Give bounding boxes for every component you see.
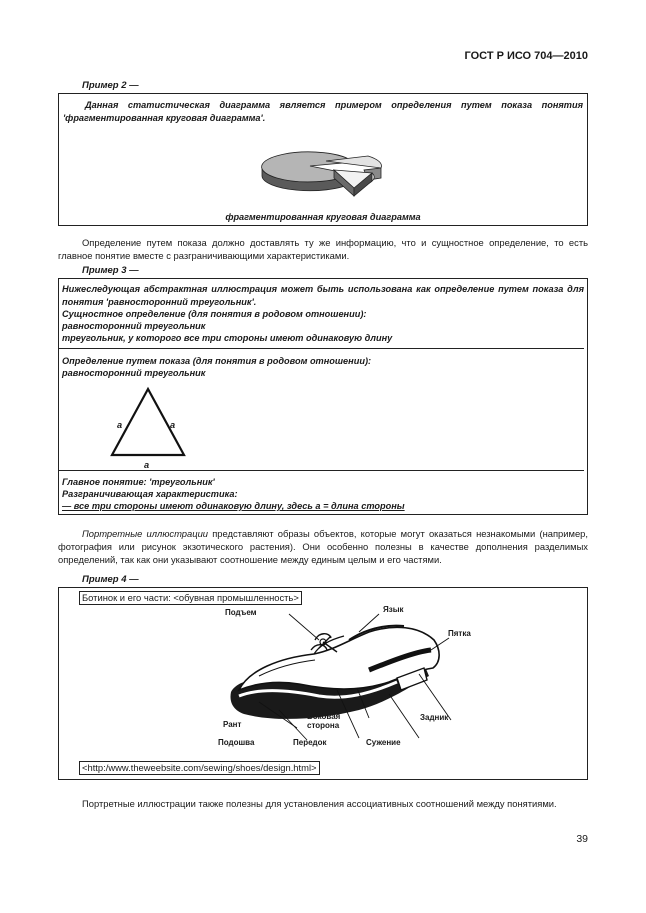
example-3-label: Пример 3 —: [82, 265, 139, 276]
shoe-label-podyom: Подъем: [225, 608, 257, 617]
page-number: 39: [576, 833, 588, 845]
example-3-main-concept: Главное понятие: 'треугольник': [62, 477, 215, 487]
example-3-term: равносторонний треугольник: [62, 321, 206, 331]
shoe-illustration: [219, 610, 479, 750]
example-4-title: [79, 591, 302, 605]
example-4-box: [58, 587, 588, 780]
shoe-label-bokovaya: Боковая: [307, 712, 341, 721]
example-3-definition: треугольник, у которого все три стороны имеют одинаковую длину: [62, 333, 393, 343]
shoe-label-storona: сторона: [307, 721, 340, 730]
triangle-side-left-label: a: [117, 420, 123, 430]
example-2-caption: фрагментированная круговая диаграмма: [225, 212, 421, 222]
triangle-side-right-label: a: [170, 420, 176, 430]
paragraph-rest: представляют образы объектов, которые могут оказаться незнакомыми (например, фотография или рисунок экзотического растения). Они особенно полезны в качестве дополнения разделимых определений, так как они указывают соотношение между единым целым и его частями.: [58, 528, 588, 565]
example-3-term-2: равносторонний треугольник: [62, 368, 206, 378]
paragraph-italic-lead: Портретные иллюстрации: [82, 528, 208, 539]
shoe-label-rant: Рант: [223, 720, 242, 729]
example-3-divider-1: [59, 348, 584, 349]
example-4-source-text: <http:/www.theweebsite.com/sewing/shoes/design.html>: [79, 761, 320, 775]
example-2-text: Данная статистическая диаграмма является примером определения путем показа понятия 'фрагментированная круговая диаграмма'.: [63, 100, 583, 123]
paragraph-definition-by-display: Определение путем показа должно доставлять ту же информацию, что и сущностное определение, то есть главное понятие вместе с разграничивающими характеристиками.: [58, 237, 588, 261]
example-3-intro: Нижеследующая абстрактная иллюстрация может быть использована как определение путем показа для понятия 'равносторонний треугольник'.: [62, 284, 584, 307]
example-2-box: [58, 93, 588, 226]
shoe-label-podoshva: Подошва: [218, 738, 255, 747]
example-3-divider-2: [59, 470, 584, 471]
shoe-label-pyatka: Пятка: [448, 629, 471, 638]
example-4-label: Пример 4 —: [82, 574, 139, 585]
paragraph-associative-relations: Портретные иллюстрации также полезны для установления ассоциативных соотношений между понятиями.: [82, 798, 557, 809]
example-3-distinguishing-value: — все три стороны имеют одинаковую длину, здесь a = длина стороны: [62, 501, 405, 511]
example-4-source: [79, 761, 320, 775]
example-3-box: [58, 278, 588, 515]
document-code: ГОСТ Р ИСО 704—2010: [464, 50, 588, 62]
example-2-label: Пример 2 —: [82, 80, 139, 91]
example-4-title-text: Ботинок и его части: <обувная промышленность>: [79, 591, 302, 605]
shoe-label-yazyk: Язык: [383, 605, 404, 614]
shoe-label-zadnik: Задник: [420, 713, 449, 722]
triangle-side-bottom-label: a: [144, 460, 150, 470]
example-3-essence-def: Сущностное определение (для понятия в родовом отношении):: [62, 309, 367, 319]
shoe-label-suzhenie: Сужение: [366, 738, 401, 747]
shoe-label-peredok: Передок: [293, 738, 327, 747]
fragmented-pie-chart: [254, 144, 394, 206]
example-3-display-def: Определение путем показа (для понятия в родовом отношении):: [62, 356, 372, 366]
example-3-distinguishing-label: Разграничивающая характеристика:: [62, 489, 238, 499]
paragraph-portrait-illustrations: [58, 527, 588, 566]
